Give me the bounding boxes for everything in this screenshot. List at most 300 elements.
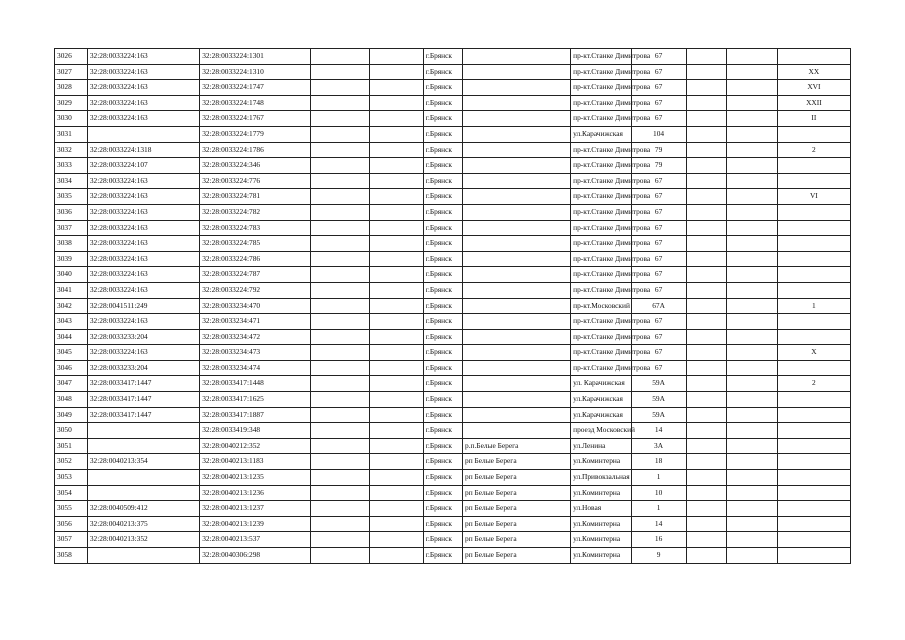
empty-cell <box>726 532 777 548</box>
row-number: 3058 <box>55 548 88 564</box>
empty-cell <box>686 220 726 236</box>
cadastral-number-parent <box>87 126 199 142</box>
settlement-cell: рп Белые Берега <box>463 454 571 470</box>
street-cell: ул.Ленина <box>571 438 631 454</box>
table-row <box>55 298 851 314</box>
city-cell: г.Брянск <box>423 345 462 361</box>
cadastral-number-parent <box>87 548 199 564</box>
cadastral-number-parent: 32:28:0033417:1447 <box>87 376 199 392</box>
cadastral-number-parent: 32:28:0033224:107 <box>87 158 199 174</box>
empty-cell <box>369 142 423 158</box>
table-row <box>55 251 851 267</box>
empty-cell <box>726 470 777 486</box>
empty-cell <box>311 204 369 220</box>
empty-cell <box>686 360 726 376</box>
street-cell: ул.Коминтерна <box>571 532 631 548</box>
cadastral-number: 32:28:0040213:1236 <box>200 485 311 501</box>
empty-cell <box>311 392 369 408</box>
cadastral-number-parent: 32:28:0033224:163 <box>87 49 199 65</box>
street-cell: ул.Коминтерна <box>571 485 631 501</box>
city-cell: г.Брянск <box>423 298 462 314</box>
empty-cell <box>686 532 726 548</box>
cadastral-number-parent: 32:28:0033224:163 <box>87 95 199 111</box>
table-row <box>55 392 851 408</box>
empty-cell <box>686 376 726 392</box>
city-cell: г.Брянск <box>423 407 462 423</box>
settlement-cell <box>463 142 571 158</box>
row-number: 3035 <box>55 189 88 205</box>
city-cell: г.Брянск <box>423 158 462 174</box>
street-cell: ул.Коминтерна <box>571 548 631 564</box>
cadastral-number-parent: 32:28:0033224:1318 <box>87 142 199 158</box>
empty-cell <box>311 111 369 127</box>
empty-cell <box>726 376 777 392</box>
table-row <box>55 173 851 189</box>
register-table <box>54 48 851 564</box>
house-number-cell: 67 <box>631 345 686 361</box>
cadastral-number: 32:28:0033224:1779 <box>200 126 311 142</box>
row-number: 3053 <box>55 470 88 486</box>
empty-cell <box>311 376 369 392</box>
row-number: 3041 <box>55 282 88 298</box>
house-number-cell: 79 <box>631 158 686 174</box>
street-cell: ул.Привокзальная <box>571 470 631 486</box>
settlement-cell <box>463 282 571 298</box>
empty-cell <box>726 298 777 314</box>
cadastral-number-parent: 32:28:0033417:1447 <box>87 407 199 423</box>
empty-cell <box>369 548 423 564</box>
settlement-cell: рп Белые Берега <box>463 548 571 564</box>
premises-number-cell <box>777 392 850 408</box>
row-number: 3029 <box>55 95 88 111</box>
house-number-cell: 1 <box>631 501 686 517</box>
settlement-cell: рп Белые Берега <box>463 516 571 532</box>
empty-cell <box>311 220 369 236</box>
empty-cell <box>726 126 777 142</box>
house-number-cell: 67 <box>631 173 686 189</box>
row-number: 3048 <box>55 392 88 408</box>
table-row <box>55 158 851 174</box>
house-number-cell: 1 <box>631 470 686 486</box>
row-number: 3054 <box>55 485 88 501</box>
cadastral-number: 32:28:0033224:786 <box>200 251 311 267</box>
premises-number-cell <box>777 516 850 532</box>
empty-cell <box>686 80 726 96</box>
table-row <box>55 548 851 564</box>
premises-number-cell: II <box>777 111 850 127</box>
cadastral-number-parent: 32:28:0040509:412 <box>87 501 199 517</box>
house-number-cell: 67 <box>631 314 686 330</box>
settlement-cell <box>463 345 571 361</box>
row-number: 3044 <box>55 329 88 345</box>
premises-number-cell: X <box>777 345 850 361</box>
empty-cell <box>726 95 777 111</box>
empty-cell <box>726 236 777 252</box>
empty-cell <box>369 251 423 267</box>
empty-cell <box>311 423 369 439</box>
house-number-cell: 67 <box>631 189 686 205</box>
cadastral-number: 32:28:0033417:1448 <box>200 376 311 392</box>
premises-number-cell: VI <box>777 189 850 205</box>
table-row <box>55 189 851 205</box>
street-cell: пр-кт.Станке Димитрова <box>571 111 631 127</box>
street-cell: ул.Карачижская <box>571 126 631 142</box>
empty-cell <box>686 204 726 220</box>
house-number-cell: 67 <box>631 64 686 80</box>
empty-cell <box>311 49 369 65</box>
house-number-cell: 3А <box>631 438 686 454</box>
house-number-cell: 67 <box>631 282 686 298</box>
empty-cell <box>686 282 726 298</box>
empty-cell <box>369 407 423 423</box>
house-number-cell: 79 <box>631 142 686 158</box>
empty-cell <box>726 251 777 267</box>
empty-cell <box>726 173 777 189</box>
empty-cell <box>726 111 777 127</box>
city-cell: г.Брянск <box>423 282 462 298</box>
house-number-cell: 67А <box>631 298 686 314</box>
city-cell: г.Брянск <box>423 516 462 532</box>
empty-cell <box>369 423 423 439</box>
empty-cell <box>369 158 423 174</box>
empty-cell <box>311 516 369 532</box>
empty-cell <box>686 64 726 80</box>
empty-cell <box>369 49 423 65</box>
empty-cell <box>726 314 777 330</box>
empty-cell <box>311 236 369 252</box>
city-cell: г.Брянск <box>423 251 462 267</box>
settlement-cell <box>463 392 571 408</box>
street-cell: пр-кт.Станке Димитрова <box>571 345 631 361</box>
empty-cell <box>726 142 777 158</box>
empty-cell <box>686 142 726 158</box>
empty-cell <box>311 251 369 267</box>
street-cell: пр-кт.Станке Димитрова <box>571 204 631 220</box>
house-number-cell: 16 <box>631 532 686 548</box>
table-row <box>55 345 851 361</box>
cadastral-number: 32:28:0033419:348 <box>200 423 311 439</box>
cadastral-number: 32:28:0033234:472 <box>200 329 311 345</box>
settlement-cell <box>463 189 571 205</box>
empty-cell <box>726 80 777 96</box>
empty-cell <box>311 548 369 564</box>
premises-number-cell <box>777 49 850 65</box>
cadastral-number-parent: 32:28:0033224:163 <box>87 80 199 96</box>
empty-cell <box>686 158 726 174</box>
table-row <box>55 80 851 96</box>
table-row <box>55 314 851 330</box>
table-row <box>55 64 851 80</box>
settlement-cell <box>463 220 571 236</box>
cadastral-number: 32:28:0033234:474 <box>200 360 311 376</box>
empty-cell <box>726 423 777 439</box>
cadastral-number: 32:28:0033224:781 <box>200 189 311 205</box>
empty-cell <box>686 49 726 65</box>
city-cell: г.Брянск <box>423 376 462 392</box>
row-number: 3034 <box>55 173 88 189</box>
street-cell: пр-кт.Станке Димитрова <box>571 314 631 330</box>
empty-cell <box>726 64 777 80</box>
settlement-cell <box>463 95 571 111</box>
house-number-cell: 67 <box>631 267 686 283</box>
empty-cell <box>726 392 777 408</box>
premises-number-cell: 2 <box>777 142 850 158</box>
cadastral-number-parent <box>87 423 199 439</box>
premises-number-cell: XVI <box>777 80 850 96</box>
cadastral-number: 32:28:0033224:782 <box>200 204 311 220</box>
empty-cell <box>726 282 777 298</box>
empty-cell <box>686 501 726 517</box>
settlement-cell <box>463 298 571 314</box>
settlement-cell <box>463 158 571 174</box>
row-number: 3047 <box>55 376 88 392</box>
cadastral-number: 32:28:0040213:1235 <box>200 470 311 486</box>
empty-cell <box>726 501 777 517</box>
premises-number-cell <box>777 438 850 454</box>
table-row <box>55 501 851 517</box>
cadastral-number: 32:28:0040213:537 <box>200 532 311 548</box>
empty-cell <box>726 204 777 220</box>
cadastral-number-parent <box>87 470 199 486</box>
cadastral-number: 32:28:0033224:1301 <box>200 49 311 65</box>
city-cell: г.Брянск <box>423 454 462 470</box>
row-number: 3032 <box>55 142 88 158</box>
empty-cell <box>311 407 369 423</box>
street-cell: ул.Коминтерна <box>571 454 631 470</box>
cadastral-number-parent: 32:28:0033233:204 <box>87 360 199 376</box>
row-number: 3045 <box>55 345 88 361</box>
house-number-cell: 10 <box>631 485 686 501</box>
city-cell: г.Брянск <box>423 267 462 283</box>
empty-cell <box>726 454 777 470</box>
premises-number-cell <box>777 126 850 142</box>
table-row <box>55 376 851 392</box>
empty-cell <box>369 360 423 376</box>
row-number: 3033 <box>55 158 88 174</box>
premises-number-cell <box>777 407 850 423</box>
street-cell: пр-кт.Станке Димитрова <box>571 220 631 236</box>
row-number: 3057 <box>55 532 88 548</box>
empty-cell <box>369 220 423 236</box>
empty-cell <box>311 298 369 314</box>
house-number-cell: 67 <box>631 251 686 267</box>
cadastral-number: 32:28:0033234:473 <box>200 345 311 361</box>
street-cell: пр-кт.Станке Димитрова <box>571 49 631 65</box>
premises-number-cell <box>777 314 850 330</box>
table-row <box>55 438 851 454</box>
empty-cell <box>311 360 369 376</box>
empty-cell <box>311 80 369 96</box>
cadastral-number-parent: 32:28:0033224:163 <box>87 111 199 127</box>
row-number: 3042 <box>55 298 88 314</box>
empty-cell <box>311 282 369 298</box>
empty-cell <box>726 345 777 361</box>
empty-cell <box>686 516 726 532</box>
street-cell: пр-кт.Станке Димитрова <box>571 95 631 111</box>
settlement-cell <box>463 80 571 96</box>
table-row <box>55 49 851 65</box>
empty-cell <box>369 314 423 330</box>
empty-cell <box>311 95 369 111</box>
cadastral-number: 32:28:0040213:1237 <box>200 501 311 517</box>
empty-cell <box>369 516 423 532</box>
empty-cell <box>686 548 726 564</box>
empty-cell <box>726 485 777 501</box>
street-cell: пр-кт.Станке Димитрова <box>571 251 631 267</box>
empty-cell <box>311 314 369 330</box>
empty-cell <box>686 126 726 142</box>
empty-cell <box>311 173 369 189</box>
city-cell: г.Брянск <box>423 532 462 548</box>
city-cell: г.Брянск <box>423 548 462 564</box>
table-row <box>55 111 851 127</box>
row-number: 3030 <box>55 111 88 127</box>
empty-cell <box>686 438 726 454</box>
cadastral-number: 32:28:0033234:470 <box>200 298 311 314</box>
premises-number-cell <box>777 360 850 376</box>
cadastral-number: 32:28:0033234:471 <box>200 314 311 330</box>
city-cell: г.Брянск <box>423 142 462 158</box>
empty-cell <box>686 345 726 361</box>
premises-number-cell <box>777 236 850 252</box>
empty-cell <box>726 158 777 174</box>
row-number: 3026 <box>55 49 88 65</box>
city-cell: г.Брянск <box>423 314 462 330</box>
empty-cell <box>369 111 423 127</box>
city-cell: г.Брянск <box>423 111 462 127</box>
premises-number-cell <box>777 267 850 283</box>
settlement-cell <box>463 360 571 376</box>
cadastral-number-parent: 32:28:0040213:375 <box>87 516 199 532</box>
city-cell: г.Брянск <box>423 64 462 80</box>
cadastral-number-parent <box>87 485 199 501</box>
empty-cell <box>311 126 369 142</box>
settlement-cell <box>463 236 571 252</box>
empty-cell <box>369 236 423 252</box>
empty-cell <box>369 392 423 408</box>
settlement-cell <box>463 423 571 439</box>
table-row <box>55 516 851 532</box>
empty-cell <box>311 438 369 454</box>
table-row <box>55 236 851 252</box>
premises-number-cell <box>777 532 850 548</box>
empty-cell <box>686 95 726 111</box>
row-number: 3055 <box>55 501 88 517</box>
settlement-cell <box>463 126 571 142</box>
row-number: 3052 <box>55 454 88 470</box>
city-cell: г.Брянск <box>423 189 462 205</box>
settlement-cell: р.п.Белые Берега <box>463 438 571 454</box>
street-cell: пр-кт.Станке Димитрова <box>571 158 631 174</box>
settlement-cell <box>463 251 571 267</box>
cadastral-number-parent: 32:28:0033224:163 <box>87 267 199 283</box>
table-row <box>55 282 851 298</box>
premises-number-cell: 1 <box>777 298 850 314</box>
table-row <box>55 126 851 142</box>
empty-cell <box>369 267 423 283</box>
city-cell: г.Брянск <box>423 126 462 142</box>
table-row <box>55 454 851 470</box>
street-cell: пр-кт.Станке Димитрова <box>571 64 631 80</box>
empty-cell <box>369 80 423 96</box>
cadastral-number: 32:28:0033224:346 <box>200 158 311 174</box>
empty-cell <box>369 204 423 220</box>
settlement-cell <box>463 314 571 330</box>
empty-cell <box>726 548 777 564</box>
cadastral-number: 32:28:0040213:1239 <box>200 516 311 532</box>
row-number: 3036 <box>55 204 88 220</box>
row-number: 3049 <box>55 407 88 423</box>
table-row <box>55 204 851 220</box>
empty-cell <box>369 329 423 345</box>
cadastral-number: 32:28:0040212:352 <box>200 438 311 454</box>
house-number-cell: 67 <box>631 329 686 345</box>
house-number-cell: 67 <box>631 111 686 127</box>
premises-number-cell: XXII <box>777 95 850 111</box>
cadastral-number: 32:28:0033224:1310 <box>200 64 311 80</box>
cadastral-number-parent: 32:28:0041511:249 <box>87 298 199 314</box>
row-number: 3046 <box>55 360 88 376</box>
settlement-cell <box>463 267 571 283</box>
settlement-cell <box>463 173 571 189</box>
city-cell: г.Брянск <box>423 236 462 252</box>
row-number: 3050 <box>55 423 88 439</box>
empty-cell <box>311 345 369 361</box>
empty-cell <box>311 485 369 501</box>
empty-cell <box>726 220 777 236</box>
cadastral-number: 32:28:0040213:1183 <box>200 454 311 470</box>
empty-cell <box>311 158 369 174</box>
row-number: 3040 <box>55 267 88 283</box>
premises-number-cell <box>777 251 850 267</box>
cadastral-number-parent: 32:28:0033224:163 <box>87 282 199 298</box>
house-number-cell: 14 <box>631 516 686 532</box>
empty-cell <box>369 282 423 298</box>
street-cell: ул.Карачижская <box>571 392 631 408</box>
cadastral-number-parent: 32:28:0033224:163 <box>87 173 199 189</box>
house-number-cell: 59А <box>631 376 686 392</box>
premises-number-cell <box>777 220 850 236</box>
cadastral-number-parent: 32:28:0033224:163 <box>87 314 199 330</box>
street-cell: ул.Карачижская <box>571 407 631 423</box>
empty-cell <box>726 438 777 454</box>
settlement-cell: рп Белые Берега <box>463 470 571 486</box>
settlement-cell: рп Белые Берега <box>463 501 571 517</box>
empty-cell <box>726 516 777 532</box>
city-cell: г.Брянск <box>423 501 462 517</box>
premises-number-cell <box>777 158 850 174</box>
settlement-cell <box>463 64 571 80</box>
street-cell: пр-кт.Станке Димитрова <box>571 329 631 345</box>
house-number-cell: 67 <box>631 360 686 376</box>
street-cell: пр-кт.Станке Димитрова <box>571 80 631 96</box>
empty-cell <box>686 314 726 330</box>
empty-cell <box>369 173 423 189</box>
empty-cell <box>686 298 726 314</box>
cadastral-number: 32:28:0033417:1887 <box>200 407 311 423</box>
empty-cell <box>369 454 423 470</box>
empty-cell <box>686 329 726 345</box>
empty-cell <box>369 532 423 548</box>
city-cell: г.Брянск <box>423 470 462 486</box>
cadastral-number: 32:28:0033224:787 <box>200 267 311 283</box>
table-row <box>55 220 851 236</box>
premises-number-cell <box>777 423 850 439</box>
cadastral-number: 32:28:0033224:776 <box>200 173 311 189</box>
house-number-cell: 67 <box>631 80 686 96</box>
cadastral-number-parent: 32:28:0033224:163 <box>87 204 199 220</box>
empty-cell <box>726 407 777 423</box>
